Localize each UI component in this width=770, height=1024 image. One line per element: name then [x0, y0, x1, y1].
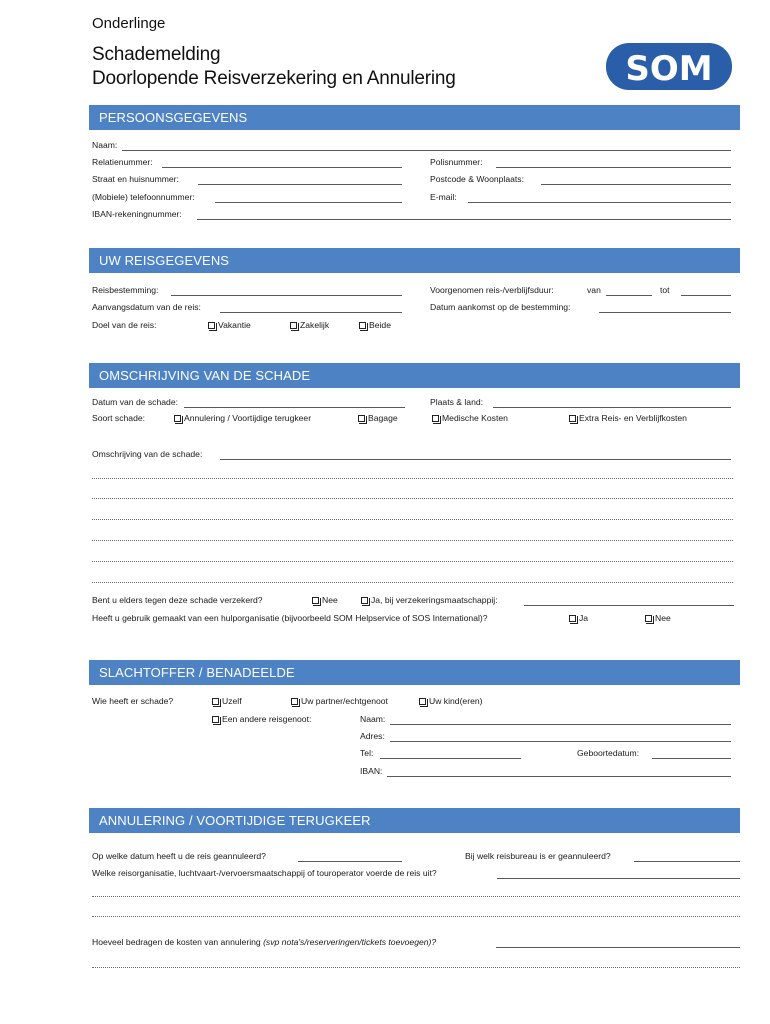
- section-title: OMSCHRIJVING VAN DE SCHADE: [99, 368, 311, 383]
- option-hulp-ja[interactable]: Ja: [569, 613, 588, 623]
- label-kosten-note: (svp nota's/reserveringen/tickets toevoegen)?: [263, 937, 437, 947]
- label-slachtoffer-adres: Adres:: [360, 731, 385, 741]
- checkbox-icon[interactable]: [419, 698, 426, 705]
- field-postcode[interactable]: [541, 184, 731, 185]
- option-zakelijk[interactable]: Zakelijk: [290, 320, 329, 330]
- field-slachtoffer-tel[interactable]: [380, 758, 521, 759]
- logo-text: SOM: [625, 49, 713, 89]
- field-reisbureau[interactable]: [634, 861, 740, 862]
- som-logo: [606, 43, 732, 90]
- checkbox-icon[interactable]: [290, 322, 297, 329]
- label-wie-schade: Wie heeft er schade?: [92, 696, 174, 706]
- field-telefoon[interactable]: [215, 202, 402, 203]
- field-tot[interactable]: [681, 295, 731, 296]
- label-polisnummer: Polisnummer:: [430, 157, 483, 167]
- option-elders-nee[interactable]: Nee: [312, 595, 338, 605]
- label-relatienummer: Relatienummer:: [92, 157, 153, 167]
- field-plaats[interactable]: [493, 407, 731, 408]
- field-omschrijving-line[interactable]: [92, 498, 733, 499]
- field-van[interactable]: [606, 295, 652, 296]
- section-header-schade: [89, 363, 740, 388]
- field-kosten-line[interactable]: [92, 967, 740, 968]
- label-reisbestemming: Reisbestemming:: [92, 285, 159, 295]
- field-slachtoffer-iban[interactable]: [387, 776, 731, 777]
- field-reisorganisatie-line[interactable]: [92, 916, 740, 917]
- checkbox-icon[interactable]: [312, 597, 319, 604]
- field-omschrijving-line[interactable]: [92, 478, 733, 479]
- form-company-label: Onderlinge: [92, 15, 166, 32]
- field-kosten-annulering[interactable]: [496, 947, 740, 948]
- field-verzekeringsmaatschappij[interactable]: [524, 605, 734, 606]
- section-header-reisgegevens: [89, 248, 740, 273]
- checkbox-icon[interactable]: [212, 698, 219, 705]
- label-annuleringsdatum: Op welke datum heeft u de reis geannuleerd?: [92, 851, 266, 861]
- label-reisorganisatie: Welke reisorganisatie, luchtvaart-/vervoersmaatschappij of touroperator voerde de reis uit?: [92, 868, 437, 878]
- label-postcode: Postcode & Woonplaats:: [430, 174, 524, 184]
- field-relatienummer[interactable]: [162, 167, 402, 168]
- field-annuleringsdatum[interactable]: [298, 861, 402, 862]
- section-header-persoonsgegevens: [89, 105, 740, 130]
- option-medische-kosten[interactable]: Medische Kosten: [432, 413, 508, 423]
- label-aanvangsdatum: Aanvangsdatum van de reis:: [92, 302, 201, 312]
- field-reisbestemming[interactable]: [171, 295, 402, 296]
- field-polisnummer[interactable]: [496, 167, 731, 168]
- field-omschrijving-line[interactable]: [92, 540, 733, 541]
- checkbox-icon[interactable]: [569, 615, 576, 622]
- label-slachtoffer-iban: IBAN:: [360, 766, 383, 776]
- field-iban[interactable]: [197, 219, 731, 220]
- option-elders-ja[interactable]: Ja, bij verzekeringsmaatschappij:: [361, 595, 498, 605]
- option-uzelf[interactable]: Uzelf: [212, 696, 242, 706]
- section-title: PERSOONSGEGEVENS: [99, 110, 248, 125]
- option-kinderen[interactable]: Uw kind(eren): [419, 696, 483, 706]
- option-andere-reisgenoot[interactable]: Een andere reisgenoot:: [212, 714, 311, 724]
- label-reisbureau: Bij welk reisbureau is er geannuleerd?: [465, 851, 611, 861]
- field-aankomst[interactable]: [599, 312, 731, 313]
- field-omschrijving-line[interactable]: [92, 561, 733, 562]
- label-datum-schade: Datum van de schade:: [92, 397, 178, 407]
- field-reisorganisatie[interactable]: [497, 878, 740, 879]
- label-van: van: [587, 285, 601, 295]
- option-vakantie[interactable]: Vakantie: [208, 320, 251, 330]
- field-slachtoffer-naam[interactable]: [390, 724, 731, 725]
- form-subtitle: Doorlopende Reisverzekering en Annulering: [92, 68, 456, 89]
- label-doel: Doel van de reis:: [92, 320, 157, 330]
- option-hulp-nee[interactable]: Nee: [645, 613, 671, 623]
- label-slachtoffer-naam: Naam:: [360, 714, 386, 724]
- field-reisorganisatie-line[interactable]: [92, 896, 740, 897]
- label-tot: tot: [660, 285, 670, 295]
- checkbox-icon[interactable]: [361, 597, 368, 604]
- form-title: Schademelding: [92, 44, 221, 65]
- label-elders-verzekerd: Bent u elders tegen deze schade verzekerd?: [92, 595, 263, 605]
- label-email: E-mail:: [430, 192, 457, 202]
- field-aanvangsdatum[interactable]: [220, 312, 402, 313]
- field-slachtoffer-adres[interactable]: [390, 741, 731, 742]
- label-straat: Straat en huisnummer:: [92, 174, 179, 184]
- checkbox-icon[interactable]: [432, 415, 439, 422]
- checkbox-icon[interactable]: [645, 615, 652, 622]
- section-title: SLACHTOFFER / BENADEELDE: [99, 665, 295, 680]
- section-header-slachtoffer: [89, 660, 740, 685]
- checkbox-icon[interactable]: [212, 716, 219, 723]
- label-telefoon: (Mobiele) telefoonnummer:: [92, 192, 195, 202]
- label-omschrijving: Omschrijving van de schade:: [92, 449, 203, 459]
- label-iban: IBAN-rekeningnummer:: [92, 209, 182, 219]
- option-extra-kosten[interactable]: Extra Reis- en Verblijfkosten: [569, 413, 687, 423]
- option-annulering[interactable]: Annulering / Voortijdige terugkeer: [174, 413, 311, 423]
- field-datum-schade[interactable]: [184, 407, 405, 408]
- label-kosten-annulering: Hoeveel bedragen de kosten van annulering (svp nota's/reserveringen/tickets toevoegen)?: [92, 937, 437, 947]
- checkbox-icon[interactable]: [569, 415, 576, 422]
- field-email[interactable]: [468, 202, 731, 203]
- checkbox-icon[interactable]: [174, 415, 181, 422]
- label-soort: Soort schade:: [92, 413, 146, 423]
- section-title: ANNULERING / VOORTIJDIGE TERUGKEER: [99, 813, 371, 828]
- checkbox-icon[interactable]: [208, 322, 215, 329]
- checkbox-icon[interactable]: [358, 415, 365, 422]
- field-geboortedatum[interactable]: [652, 758, 731, 759]
- field-omschrijving-line[interactable]: [92, 519, 733, 520]
- field-naam[interactable]: [122, 150, 731, 151]
- checkbox-icon[interactable]: [359, 322, 366, 329]
- label-aankomst: Datum aankomst op de bestemming:: [430, 302, 571, 312]
- label-slachtoffer-tel: Tel:: [360, 748, 374, 758]
- field-omschrijving-line[interactable]: [220, 459, 731, 460]
- option-bagage[interactable]: Bagage: [358, 413, 398, 423]
- section-title: UW REISGEGEVENS: [99, 253, 230, 268]
- label-plaats: Plaats & land:: [430, 397, 484, 407]
- field-omschrijving-line[interactable]: [92, 582, 733, 583]
- label-geboortedatum: Geboortedatum:: [577, 748, 640, 758]
- field-straat[interactable]: [198, 184, 402, 185]
- section-header-annulering: [89, 808, 740, 833]
- option-beide[interactable]: Beide: [359, 320, 391, 330]
- label-hulporganisatie: Heeft u gebruik gemaakt van een hulporganisatie (bijvoorbeeld SOM Helpservice of SOS International)?: [92, 613, 488, 623]
- label-voorgenomen: Voorgenomen reis-/verblijfsduur:: [430, 285, 554, 295]
- option-partner[interactable]: Uw partner/echtgenoot: [291, 696, 388, 706]
- checkbox-icon[interactable]: [291, 698, 298, 705]
- label-naam: Naam:: [92, 140, 118, 150]
